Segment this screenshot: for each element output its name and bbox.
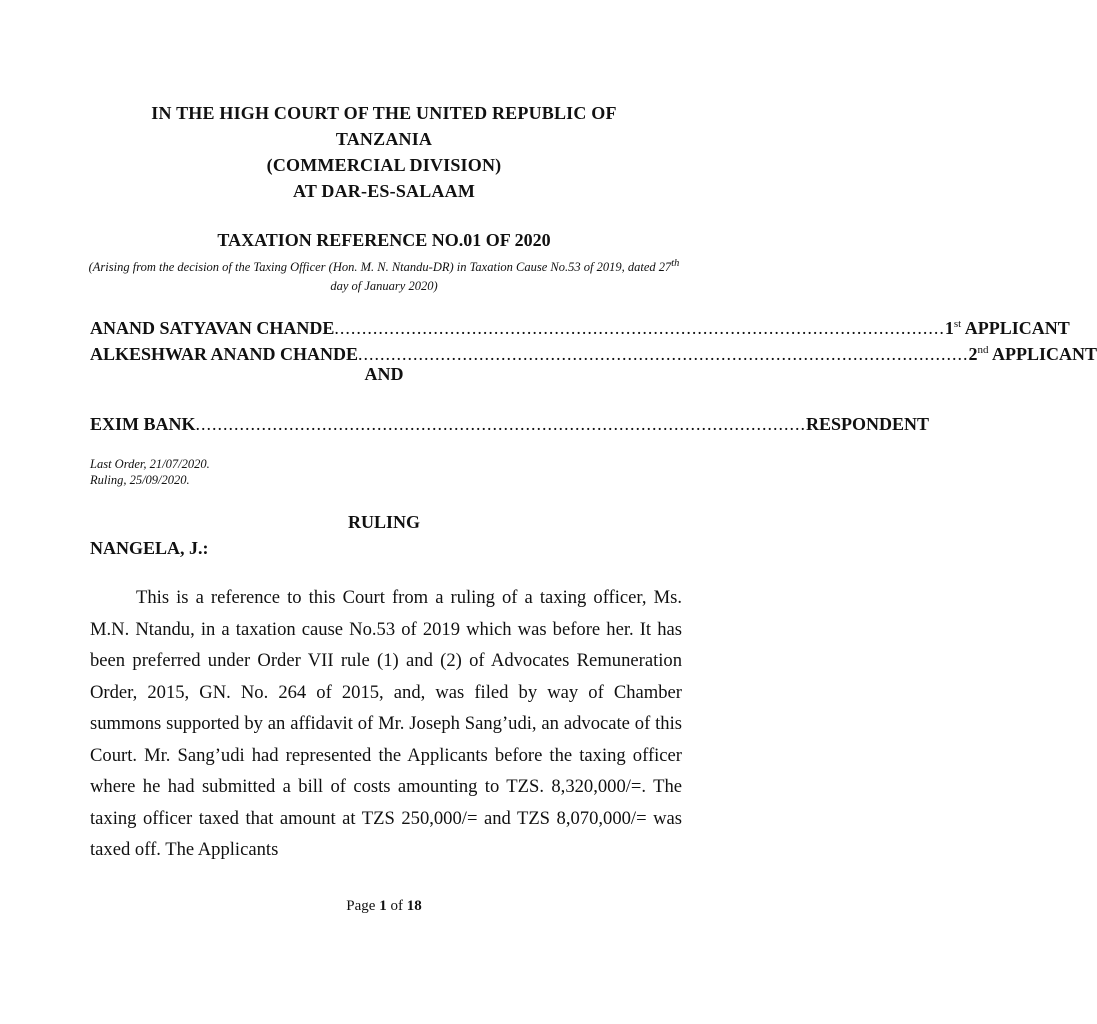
leader-dots: ............................................................................................................... [195, 414, 807, 434]
page-total-number: 18 [406, 898, 422, 914]
applicant-2-ordinal: 2 [968, 344, 978, 364]
court-heading-line-3: (COMMERCIAL DIVISION) [266, 155, 502, 175]
applicant-1-ordinal: 1 [944, 318, 954, 338]
applicant-1-role [945, 312, 1070, 340]
leader-dots: ............................................................................................................... [358, 344, 969, 364]
applicant-2-name: ALKESHWAR ANAND CHANDE [90, 344, 359, 364]
respondent-role: RESPONDENT [806, 414, 930, 434]
judge-name: NANGELA, J.: [90, 538, 209, 558]
last-order-date: Last Order, 21/07/2020. [90, 457, 210, 471]
applicant-1-ordinal-suffix: st [953, 318, 962, 330]
page-current-number: 1 [379, 898, 387, 914]
arising-note-text-1: (Arising from the decision of the Taxing Officer (Hon. M. N. Ntandu-DR) in Taxation Cause No.53 of 2019, dated 27 [88, 260, 672, 275]
applicant-2-role [969, 338, 1097, 366]
applicant-2-role-label: APPLICANT [988, 344, 1097, 364]
applicant-1-name: ANAND SATYAVAN CHANDE [90, 318, 335, 338]
ruling-title: RULING [347, 512, 420, 532]
order-dates [90, 456, 210, 488]
respondent-name: EXIM BANK [90, 414, 196, 434]
party-respondent [90, 412, 930, 436]
court-heading-line-1: IN THE HIGH COURT OF THE UNITED REPUBLIC OF [151, 103, 617, 123]
leader-dots: ............................................................................................................... [334, 318, 945, 338]
page-label: Page [346, 898, 380, 914]
party-applicant-1 [90, 312, 1070, 340]
ruling-date: Ruling, 25/09/2020. [90, 473, 190, 487]
reference-title: TAXATION REFERENCE NO.01 OF 2020 [217, 230, 551, 250]
court-heading [0, 100, 768, 204]
page-footer [0, 896, 768, 916]
arising-note-superscript: th [671, 258, 680, 269]
applicant-1-role-label: APPLICANT [961, 318, 1070, 338]
applicant-2-ordinal-suffix: nd [977, 344, 989, 356]
court-heading-line-2: TANZANIA [335, 129, 433, 149]
ruling-paragraph: This is a reference to this Court from a ruling of a taxing officer, Ms. M.N. Ntandu, in a taxation cause No.53 of 2019 which was before her. It has been preferred under Order VII rule (1) and (2) of Advocates Remuneration Order, 2015, GN. No. 264 of 2015, and, was filed by way of Chamber summons supported by an affidavit of Mr. Joseph Sang’udi, an advocate of this Court. Mr. Sang’udi had represented the Applicants before the taxing officer where he had submitted a bill of costs amounting to TZS. 8,320,000/=. The taxing officer taxed that amount at TZS 250,000/= and TZS 8,070,000/= was taxed off. The Applicants [90, 587, 682, 860]
page-of-label: of [386, 898, 407, 914]
and-separator: AND [364, 364, 404, 384]
arising-note-text-2: day of January 2020) [330, 279, 438, 294]
court-heading-line-4: AT DAR-ES-SALAAM [292, 181, 476, 201]
arising-note [80, 254, 688, 296]
